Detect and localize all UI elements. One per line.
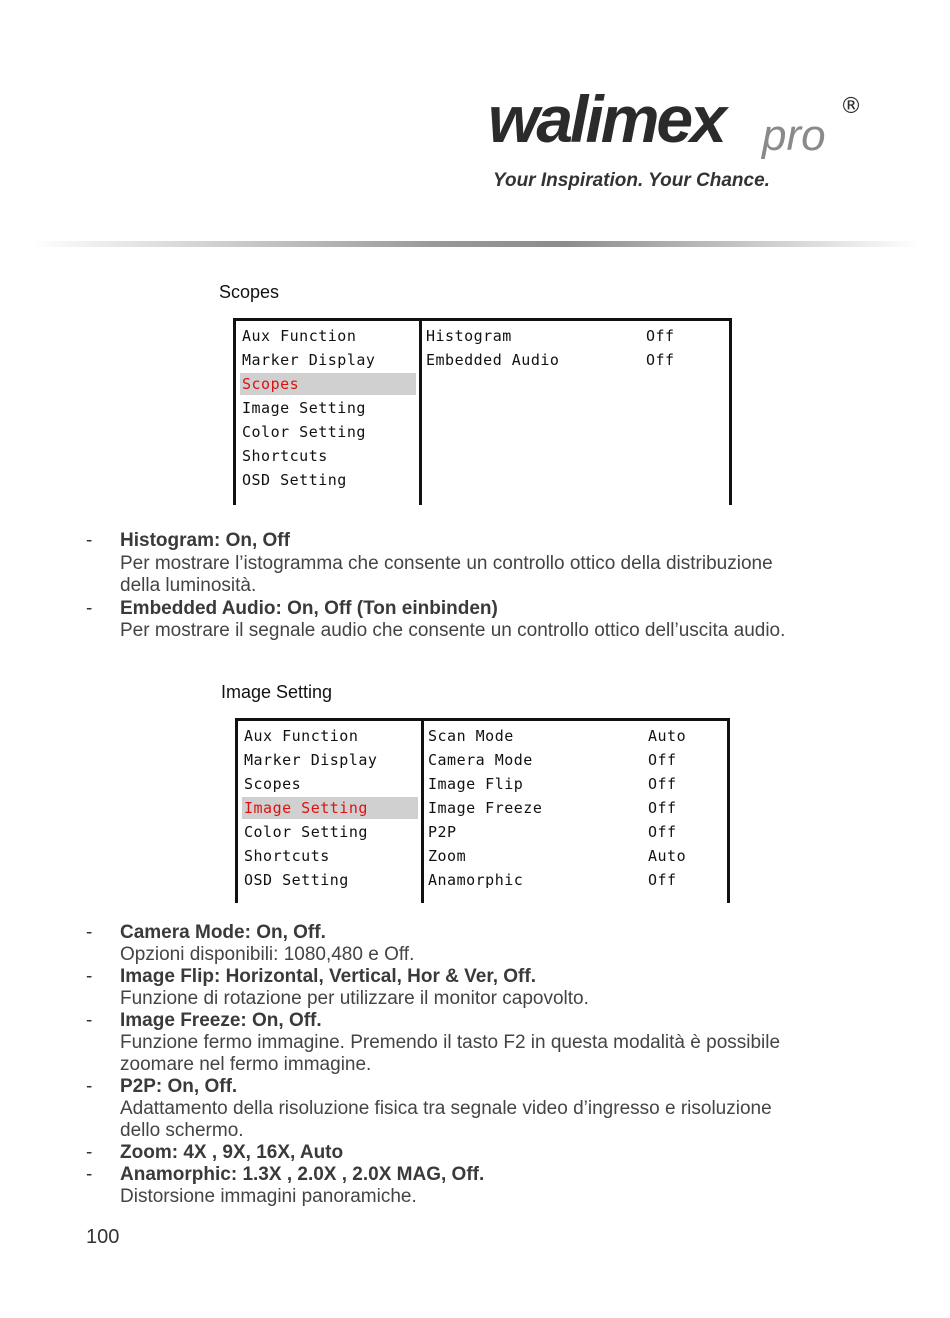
option-description: Per mostrare il segnale audio che consente un controllo ottico dell’uscita audio. xyxy=(120,620,786,641)
osd-setting-row xyxy=(426,325,686,347)
option-description: della luminosità. xyxy=(120,575,257,596)
osd-menu-item: OSD Setting xyxy=(242,471,347,489)
osd-setting-value: Off xyxy=(646,327,675,345)
image-setting-osd-menu xyxy=(235,718,730,903)
option-heading: Image Freeze: On, Off. xyxy=(120,1010,322,1031)
osd-menu-item: Shortcuts xyxy=(244,847,330,865)
option-description: Opzioni disponibili: 1080,480 e Off. xyxy=(120,944,415,965)
osd-setting-value: Off xyxy=(646,351,675,369)
logo-pro-text: pro xyxy=(762,111,826,160)
option-description: zoomare nel fermo immagine. xyxy=(120,1054,372,1075)
option-heading: Zoom: 4X , 9X, 16X, Auto xyxy=(120,1142,344,1163)
osd-menu-item: Marker Display xyxy=(244,751,378,769)
bullet-dash: - xyxy=(86,530,93,551)
scopes-caption: Scopes xyxy=(219,282,280,302)
option-description: Per mostrare l’istogramma che consente un controllo ottico della distribuzione xyxy=(120,552,773,574)
bullet-dash: - xyxy=(86,1142,93,1163)
osd-menu-item: Shortcuts xyxy=(242,447,328,465)
osd-menu-item: Aux Function xyxy=(242,327,357,345)
osd-setting-value: Auto xyxy=(648,847,687,865)
option-description: Funzione fermo immagine. Premendo il tasto F2 in questa modalità è possibile xyxy=(120,1032,781,1053)
page-number: 100 xyxy=(86,1226,120,1248)
osd-menu-item: Image Setting xyxy=(242,399,366,417)
scopes-osd-menu xyxy=(233,318,732,505)
option-heading: Embedded Audio: On, Off (Ton einbinden) xyxy=(120,597,498,619)
logo-wordmark: walimex xyxy=(488,82,724,156)
osd-setting-label: Camera Mode xyxy=(428,751,533,769)
option-heading: Anamorphic: 1.3X , 2.0X , 2.0X MAG, Off. xyxy=(120,1164,485,1185)
osd-setting-label: Histogram xyxy=(426,327,512,345)
osd-setting-label: Scan Mode xyxy=(428,727,514,745)
osd-setting-row xyxy=(428,821,688,843)
osd-menu-item: Color Setting xyxy=(244,823,368,841)
osd-setting-label: Anamorphic xyxy=(428,871,524,889)
osd-setting-value: Off xyxy=(648,823,677,841)
osd-menu-item: Scopes xyxy=(244,775,302,793)
osd-setting-row xyxy=(428,749,688,771)
osd-setting-row xyxy=(428,797,688,819)
option-heading: Camera Mode: On, Off. xyxy=(120,922,326,943)
osd-setting-value: Auto xyxy=(648,727,687,745)
osd-setting-label: Embedded Audio xyxy=(426,351,560,369)
brand-tagline: Your Inspiration. Your Chance. xyxy=(493,170,770,191)
osd-setting-label: Image Freeze xyxy=(428,799,543,817)
osd-setting-value: Off xyxy=(648,775,677,793)
osd-setting-value: Off xyxy=(648,799,677,817)
osd-menu-item: Image Setting xyxy=(242,797,418,819)
bullet-dash: - xyxy=(86,1076,93,1097)
bullet-dash: - xyxy=(86,922,93,943)
osd-menu-item: OSD Setting xyxy=(244,871,349,889)
option-heading: Histogram: On, Off xyxy=(120,530,290,551)
osd-menu-item: Color Setting xyxy=(242,423,366,441)
bullet-dash: - xyxy=(86,597,93,619)
osd-setting-row xyxy=(426,349,686,371)
bullet-dash: - xyxy=(86,1010,93,1031)
header-divider xyxy=(30,241,920,247)
osd-setting-row xyxy=(428,725,688,747)
option-heading: P2P: On, Off. xyxy=(120,1076,238,1097)
option-heading: Image Flip: Horizontal, Vertical, Hor & Ver, Off. xyxy=(120,966,536,987)
osd-menu-item: Marker Display xyxy=(242,351,376,369)
osd-setting-row xyxy=(428,869,688,891)
osd-menu-item: Aux Function xyxy=(244,727,359,745)
osd-setting-label: P2P xyxy=(428,823,457,841)
osd-setting-label: Zoom xyxy=(428,847,467,865)
osd-setting-value: Off xyxy=(648,871,677,889)
osd-menu-item: Scopes xyxy=(240,373,416,395)
option-description: Funzione di rotazione per utilizzare il monitor capovolto. xyxy=(120,988,589,1009)
image-setting-caption: Image Setting xyxy=(221,682,333,702)
osd-setting-row xyxy=(428,773,688,795)
registered-mark: ® xyxy=(840,94,862,119)
bullet-dash: - xyxy=(86,966,93,987)
osd-setting-row xyxy=(428,845,688,867)
option-description: dello schermo. xyxy=(120,1120,244,1141)
option-description: Distorsione immagini panoramiche. xyxy=(120,1186,417,1207)
option-description: Adattamento della risoluzione fisica tra segnale video d’ingresso e risoluzione xyxy=(120,1098,772,1119)
osd-setting-label: Image Flip xyxy=(428,775,524,793)
bullet-dash: - xyxy=(86,1164,93,1185)
osd-setting-value: Off xyxy=(648,751,677,769)
